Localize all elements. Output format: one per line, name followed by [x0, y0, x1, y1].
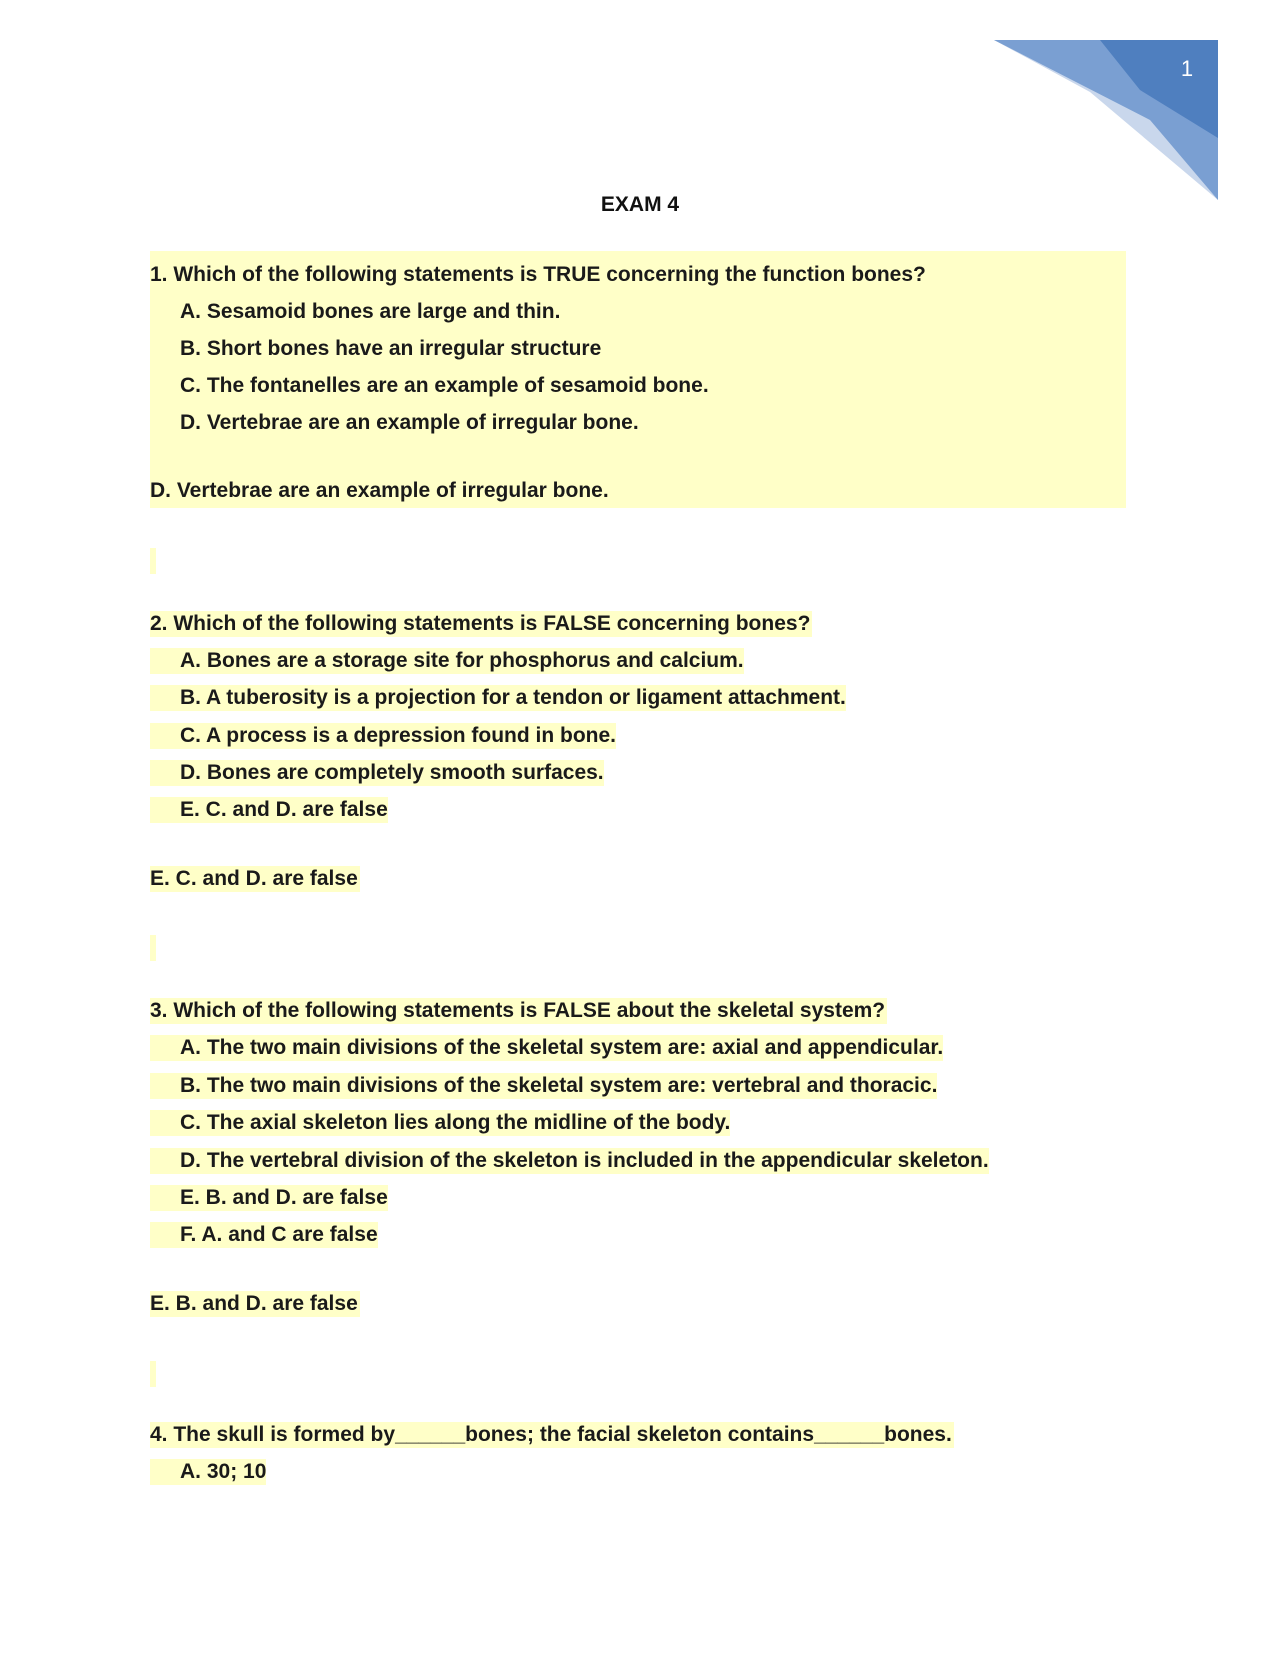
page-number: 1: [1180, 56, 1194, 81]
question-3-option-e: E. B. and D. are false: [150, 1185, 388, 1211]
page-corner-decoration: [0, 0, 1280, 210]
question-2-option-b: B. A tuberosity is a projection for a tendon or ligament attachment.: [150, 685, 846, 711]
question-3-option-d: D. The vertebral division of the skeleton is included in the appendicular skeleton.: [150, 1148, 989, 1174]
question-3-text: 3. Which of the following statements is FALSE about the skeletal system?: [150, 999, 886, 1022]
highlight-marker: [150, 935, 156, 961]
question-1-option-d: D. Vertebrae are an example of irregular bone.: [150, 410, 639, 436]
question-1-text: 1. Which of the following statements is TRUE concerning the function bones?: [150, 263, 926, 286]
question-3-option-f: F. A. and C are false: [150, 1222, 378, 1248]
question-2-option-d: D. Bones are completely smooth surfaces.: [150, 760, 604, 786]
question-2-option-e: E. C. and D. are false: [150, 797, 388, 823]
highlight-marker: [150, 548, 156, 574]
question-3-option-b: B. The two main divisions of the skeletal system are: vertebral and thoracic.: [150, 1073, 937, 1099]
question-1-option-a: A. Sesamoid bones are large and thin.: [150, 299, 560, 325]
question-3-option-c: C. The axial skeleton lies along the midline of the body.: [150, 1110, 730, 1136]
question-2-text: 2. Which of the following statements is FALSE concerning bones?: [150, 612, 811, 635]
question-2-answer: E. C. and D. are false: [150, 867, 358, 890]
question-4-option-a: A. 30; 10: [150, 1459, 266, 1485]
question-1-option-c: C. The fontanelles are an example of sesamoid bone.: [150, 373, 709, 399]
question-3-answer: E. B. and D. are false: [150, 1292, 358, 1315]
question-2-option-c: C. A process is a depression found in bone.: [150, 723, 616, 749]
question-3-option-a: A. The two main divisions of the skeletal system are: axial and appendicular.: [150, 1035, 943, 1061]
highlight-marker: [150, 1361, 156, 1387]
question-4-text: 4. The skull is formed by______bones; the facial skeleton contains______bones.: [150, 1423, 952, 1446]
question-1-option-b: B. Short bones have an irregular structure: [150, 336, 601, 362]
question-2-option-a: A. Bones are a storage site for phosphorus and calcium.: [150, 648, 744, 674]
page-title: EXAM 4: [600, 193, 680, 216]
question-1-answer: D. Vertebrae are an example of irregular bone.: [150, 479, 609, 502]
